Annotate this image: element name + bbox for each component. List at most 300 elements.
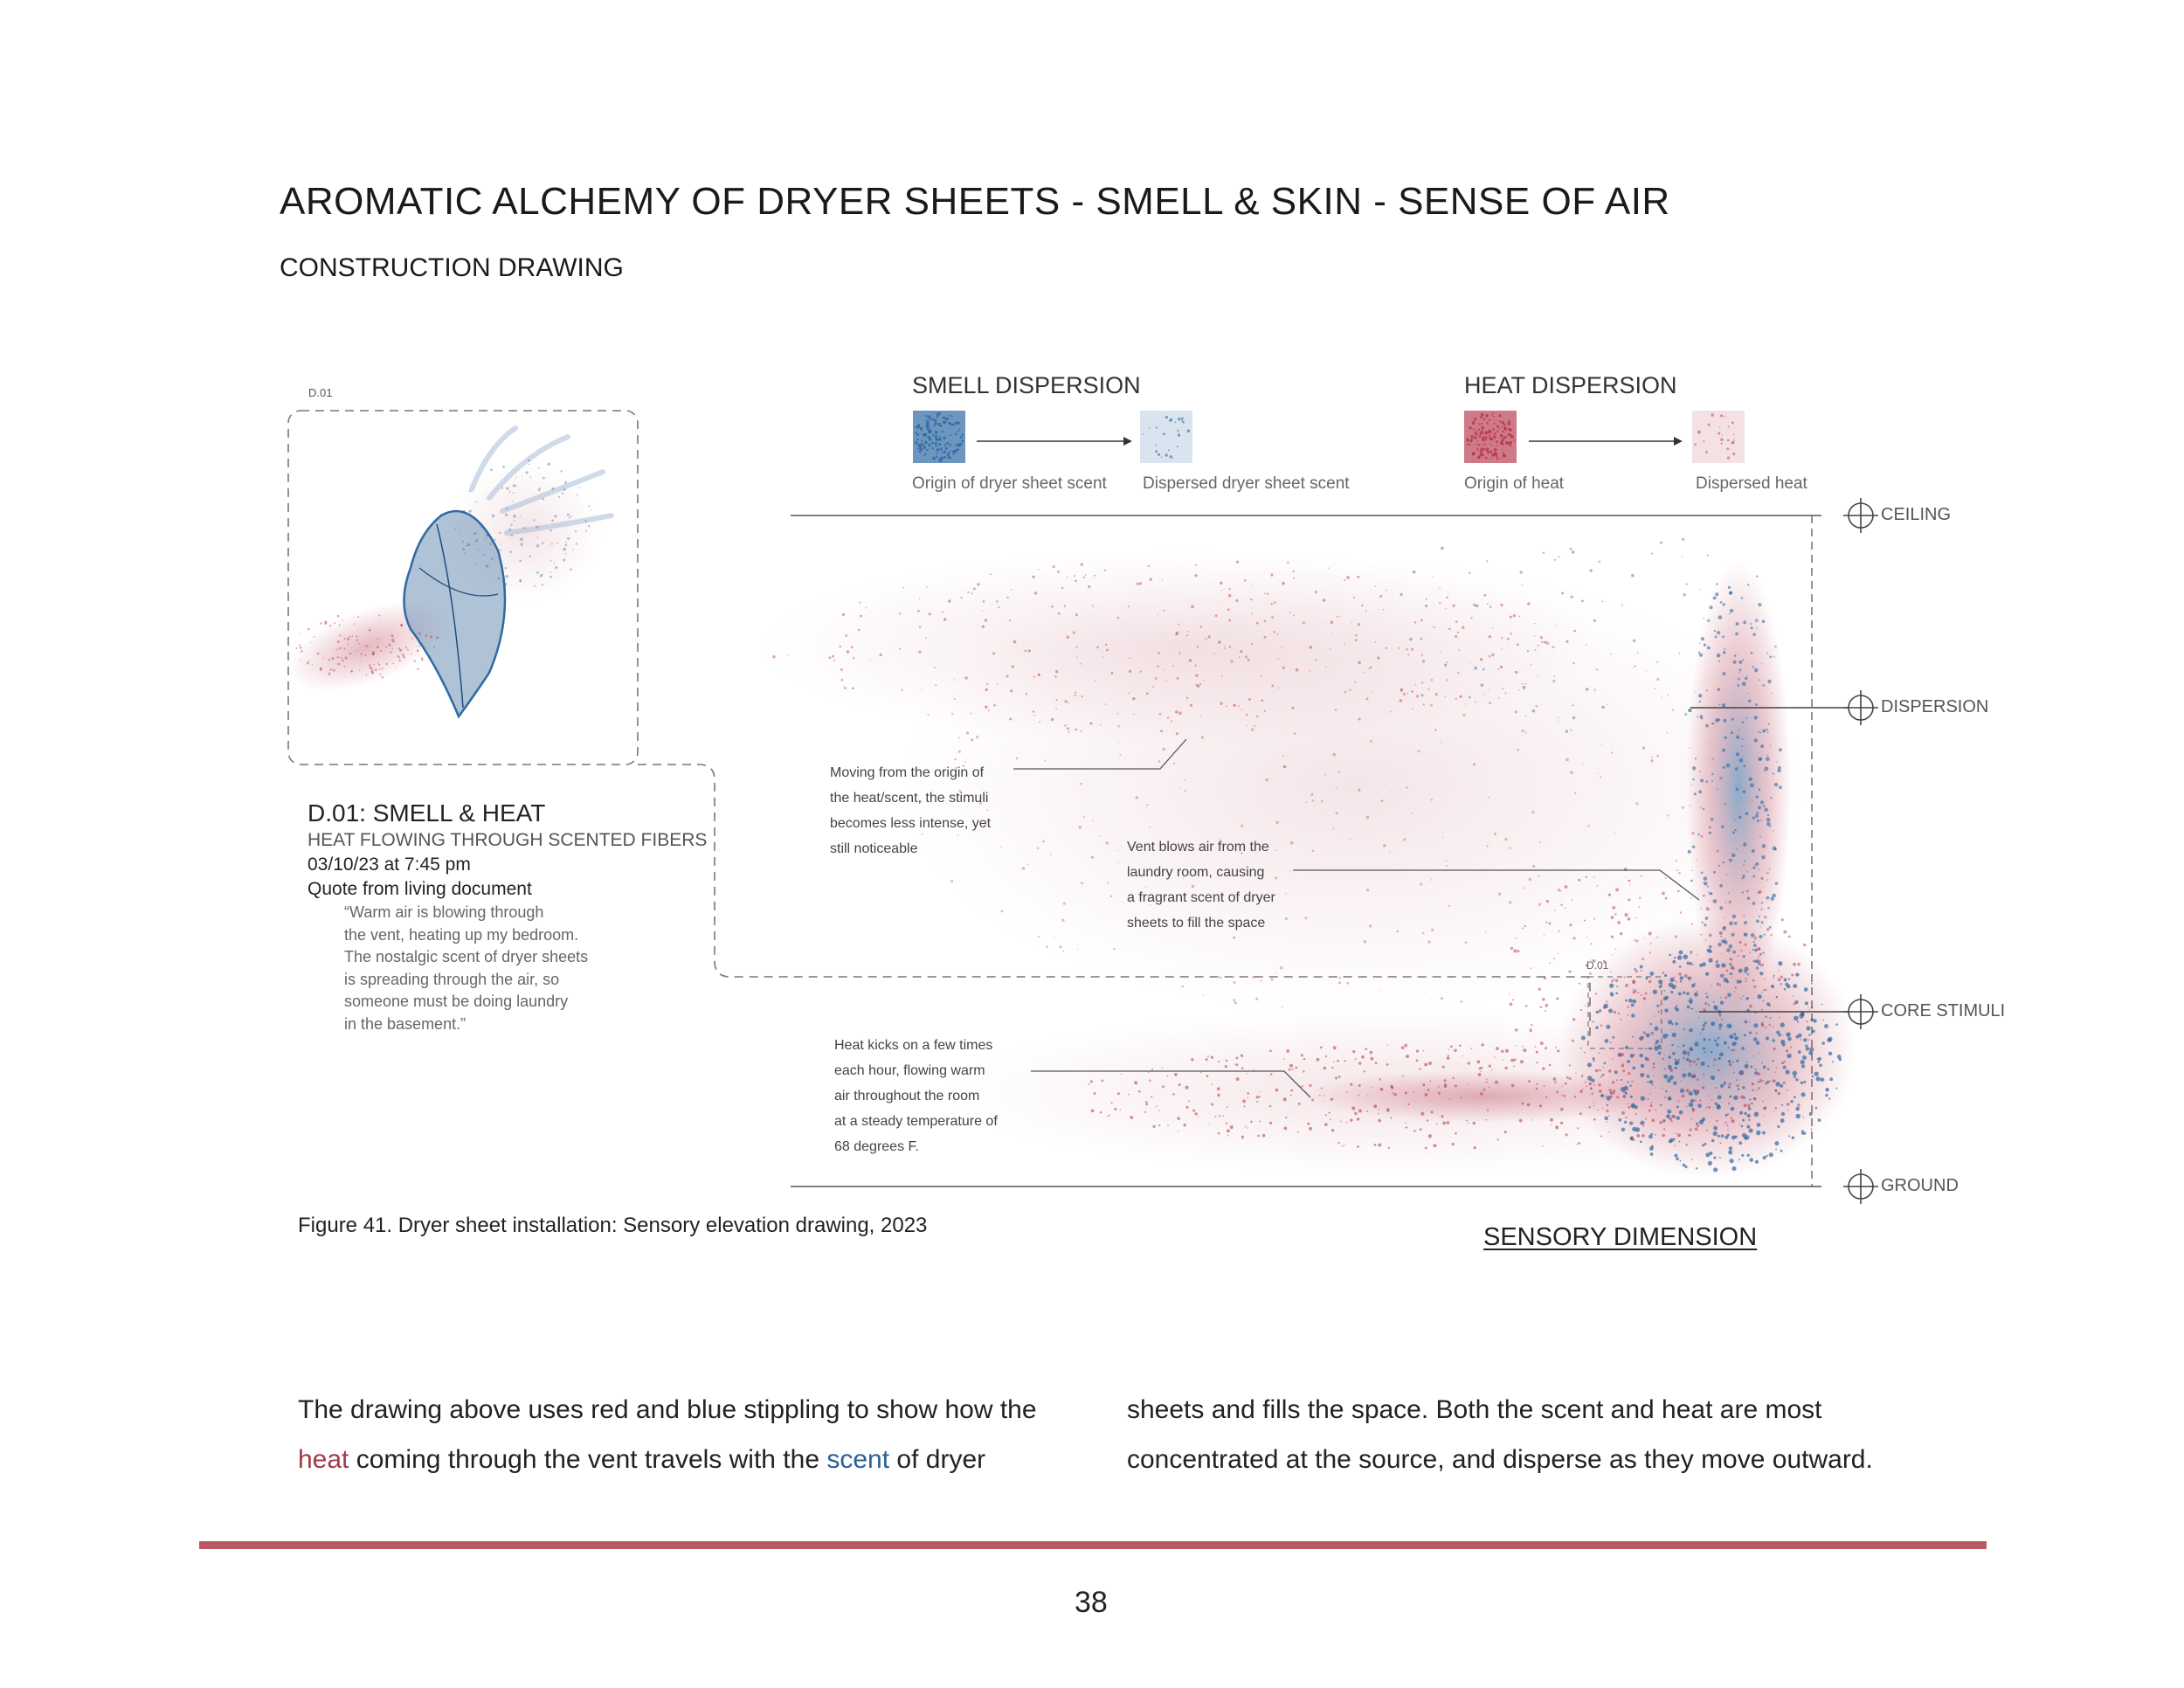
stipple-dot [1664, 1069, 1666, 1070]
stipple-dot [1705, 724, 1709, 728]
stipple-dot [1679, 1110, 1683, 1115]
stipple-dot [1773, 830, 1774, 831]
stipple-dot [1100, 1111, 1102, 1114]
stipple-dot [1546, 900, 1549, 903]
stipple-dot [1469, 696, 1471, 699]
stipple-dot [1094, 1092, 1096, 1095]
stipple-dot [1739, 1111, 1743, 1115]
stipple-dot [1234, 1001, 1237, 1004]
stipple-dot [1761, 992, 1762, 993]
stipple-dot [1755, 619, 1759, 622]
stipple-dot [1642, 747, 1645, 750]
stipple-dot [1775, 1149, 1777, 1151]
stipple-dot [1663, 1075, 1668, 1079]
stipple-dot [1524, 925, 1526, 927]
stipple-dot [542, 584, 543, 585]
stipple-dot [1773, 977, 1774, 979]
stipple-dot [1391, 1086, 1393, 1089]
stipple-dot [1532, 865, 1535, 868]
stipple-dot [992, 652, 995, 654]
stipple-dot [548, 462, 551, 466]
stipple-dot [1290, 1095, 1292, 1097]
stipple-dot [1589, 1083, 1593, 1086]
stipple-dot [1347, 982, 1350, 985]
stipple-dot [1599, 1069, 1601, 1072]
stipple-dot [1729, 1083, 1731, 1085]
stipple-dot [1483, 1089, 1486, 1091]
body-column-2 [1127, 1385, 1873, 1484]
stipple-dot [1697, 1058, 1699, 1061]
stipple-dot [1564, 1095, 1566, 1097]
stipple-dot [1628, 999, 1633, 1003]
stipple-dot [1704, 1002, 1707, 1005]
stipple-dot [1818, 1118, 1821, 1122]
stipple-dot [1416, 695, 1419, 697]
stipple-dot [1797, 1020, 1799, 1022]
stipple-dot [1262, 1134, 1266, 1138]
stipple-dot [365, 645, 367, 647]
figure-caption: Figure 41. Dryer sheet installation: Sensory elevation drawing, 2023 [298, 1214, 928, 1237]
stipple-dot [1809, 1009, 1810, 1010]
stipple-dot [1729, 591, 1732, 594]
stipple-dot [1738, 1141, 1742, 1145]
stipple-dot [1760, 744, 1764, 748]
stipple-dot [1674, 957, 1676, 958]
stipple-dot [1742, 681, 1746, 686]
stipple-dot [1723, 719, 1726, 723]
stipple-dot [1832, 1061, 1834, 1062]
stipple-dot [1565, 730, 1568, 732]
stipple-dot [1093, 606, 1094, 607]
stipple-dot [899, 612, 901, 614]
stipple-dot [1338, 977, 1341, 979]
stipple-dot [1677, 890, 1680, 893]
stipple-dot [1555, 1047, 1557, 1048]
stipple-dot [1158, 1124, 1160, 1126]
stipple-dot [1752, 633, 1756, 637]
stipple-dot [1553, 1077, 1557, 1081]
stipple-dot [1281, 646, 1282, 647]
stipple-dot [1749, 1158, 1753, 1162]
stipple-dot [1660, 1004, 1662, 1006]
stipple-dot [1274, 601, 1275, 603]
stipple-dot [1744, 970, 1746, 972]
stipple-dot [1540, 1041, 1544, 1045]
stipple-dot [1753, 1055, 1754, 1056]
stipple-dot [1770, 745, 1771, 746]
stipple-dot [1578, 1142, 1580, 1145]
stipple-dot [1761, 909, 1763, 910]
stipple-dot [1713, 1167, 1717, 1172]
stipple-dot [1178, 652, 1181, 654]
stipple-dot [1364, 940, 1366, 943]
stipple-dot [1075, 613, 1078, 616]
stipple-dot [976, 736, 978, 738]
stipple-dot [1806, 1026, 1810, 1030]
stipple-dot [1691, 1076, 1694, 1078]
stipple-dot [1717, 1135, 1720, 1138]
stipple-dot [1531, 811, 1534, 813]
stipple-dot [1611, 751, 1613, 753]
stipple-dot [310, 642, 311, 643]
stipple-dot [1110, 895, 1113, 897]
stipple-dot [1788, 935, 1791, 937]
stipple-dot [1569, 924, 1572, 926]
stipple-dot [1695, 758, 1697, 759]
stipple-dot [1096, 647, 1099, 649]
stipple-dot [1778, 978, 1781, 981]
stipple-dot [1690, 1094, 1692, 1096]
stipple-dot [1335, 1077, 1337, 1080]
stipple-dot [407, 649, 409, 651]
stipple-dot [1615, 992, 1618, 994]
stipple-dot [1337, 616, 1338, 618]
stipple-dot [337, 615, 340, 618]
stipple-dot [1718, 661, 1720, 662]
stipple-dot [1795, 1078, 1798, 1081]
stipple-dot [1755, 1069, 1757, 1070]
stipple-dot [1449, 1098, 1450, 1099]
stipple-dot [1696, 1167, 1697, 1169]
stipple-dot [1628, 1106, 1631, 1109]
stipple-dot [1531, 1024, 1532, 1026]
stipple-dot [1094, 575, 1095, 577]
stipple-dot [505, 514, 508, 516]
stipple-dot [1729, 859, 1732, 862]
stipple-dot [1420, 619, 1423, 622]
stipple-dot [295, 647, 297, 649]
stipple-dot [1691, 784, 1693, 785]
stipple-dot [971, 592, 973, 594]
stipple-dot [1691, 832, 1694, 834]
stipple-dot [1731, 1119, 1735, 1123]
stipple-dot [1700, 934, 1702, 936]
stipple-dot [536, 544, 539, 547]
stipple-dot [1648, 1110, 1651, 1112]
stipple-dot [1709, 950, 1712, 953]
stipple-dot [1233, 937, 1235, 939]
stipple-dot [1697, 1124, 1699, 1127]
stipple-dot [1338, 771, 1340, 773]
stipple-dot [1711, 1021, 1715, 1026]
stipple-dot [1366, 889, 1369, 891]
stipple-dot [1741, 878, 1743, 880]
stipple-dot [515, 477, 516, 478]
stipple-dot [1731, 731, 1733, 734]
stipple-dot [1420, 883, 1422, 886]
stipple-dot [1631, 1055, 1633, 1056]
stipple-dot [788, 654, 789, 655]
stipple-dot [1062, 951, 1064, 952]
page-number: 38 [1075, 1586, 1108, 1619]
stipple-dot [943, 618, 946, 620]
stipple-dot [1224, 647, 1226, 649]
detail-subheading: HEAT FLOWING THROUGH SCENTED FIBERS [308, 830, 708, 850]
stipple-dot [529, 556, 530, 557]
stipple-dot [1692, 766, 1696, 770]
stipple-dot [1689, 1028, 1692, 1032]
stipple-dot [1760, 926, 1761, 927]
stipple-dot [1809, 1112, 1813, 1116]
stipple-dot [1631, 574, 1635, 578]
stipple-dot [1707, 619, 1711, 623]
stipple-dot [1627, 1060, 1630, 1063]
stipple-dot [853, 657, 854, 659]
stipple-dot [1612, 906, 1615, 910]
stipple-dot [1061, 919, 1064, 922]
stipple-dot [967, 591, 969, 593]
stipple-dot [1738, 1159, 1740, 1160]
stipple-dot [1370, 1051, 1373, 1055]
stipple-dot [1067, 636, 1069, 639]
stipple-dot [1455, 1084, 1457, 1087]
stipple-dot [1766, 928, 1769, 930]
stipple-dot [1717, 1037, 1719, 1039]
stipple-dot [1083, 577, 1085, 578]
stipple-dot [1753, 986, 1756, 988]
stipple-dot [1727, 1047, 1729, 1048]
stipple-dot [1745, 1020, 1748, 1024]
stipple-dot [1448, 905, 1450, 907]
stipple-dot [1718, 865, 1720, 867]
stipple-dot [1721, 1134, 1724, 1138]
stipple-dot [1769, 926, 1772, 929]
stipple-dot [1220, 702, 1222, 705]
stipple-dot [1319, 1095, 1321, 1097]
stipple-dot [1651, 757, 1653, 758]
stipple-dot [1525, 1005, 1528, 1007]
stipple-dot [1640, 965, 1643, 969]
stipple-dot [1602, 1067, 1603, 1068]
stipple-dot [1261, 676, 1262, 678]
level-dispersion: DISPERSION [1881, 697, 1989, 716]
stipple-dot [1162, 1068, 1163, 1069]
stipple-dot [1628, 880, 1631, 882]
stipple-dot [312, 664, 313, 665]
stipple-dot [1545, 1047, 1547, 1049]
stipple-dot [1731, 854, 1736, 858]
stipple-dot [307, 662, 309, 665]
stipple-dot [1626, 877, 1627, 878]
stipple-dot [1195, 564, 1197, 566]
stipple-dot [833, 660, 835, 661]
stipple-dot [1613, 1090, 1615, 1092]
stipple-dot [1708, 1161, 1712, 1166]
stipple-dot [1690, 1099, 1694, 1103]
stipple-dot [844, 687, 847, 689]
stipple-dot [858, 629, 860, 632]
stipple-dot [1587, 1062, 1592, 1067]
stipple-dot [1793, 984, 1797, 988]
stipple-dot [1481, 1043, 1483, 1046]
stipple-dot [1822, 1020, 1824, 1021]
stipple-dot [1746, 1125, 1750, 1129]
stipple-dot [1773, 975, 1775, 977]
stipple-dot [1721, 953, 1722, 954]
stipple-dot [1393, 1092, 1394, 1094]
stipple-dot [1811, 983, 1813, 985]
stipple-dot [1684, 1166, 1687, 1168]
stipple-dot [1734, 829, 1736, 831]
stipple-dot [1434, 626, 1435, 628]
stipple-dot [1695, 692, 1696, 693]
stipple-dot [324, 622, 327, 625]
stipple-dot [1633, 988, 1635, 990]
stipple-dot [1446, 865, 1448, 867]
stipple-dot [1480, 658, 1482, 661]
stipple-dot [1742, 1119, 1745, 1122]
stipple-dot [1817, 1061, 1820, 1063]
stipple-dot [985, 619, 987, 621]
stipple-dot [1544, 1085, 1545, 1087]
stipple-dot [1582, 1089, 1584, 1090]
stipple-dot [521, 543, 523, 546]
stipple-dot [1455, 620, 1458, 623]
stipple-dot [1736, 622, 1739, 626]
quote-line: The nostalgic scent of dryer sheets [344, 948, 589, 965]
stipple-dot [1227, 1129, 1230, 1132]
stipple-dot [1690, 1007, 1692, 1009]
stipple-dot [463, 510, 466, 513]
stipple-dot [1621, 1079, 1622, 1081]
stipple-dot [1386, 647, 1387, 649]
stipple-dot [1217, 1094, 1220, 1097]
stipple-dot [1761, 877, 1764, 880]
stipple-dot [1598, 1083, 1601, 1087]
stipple-dot [1741, 1125, 1744, 1128]
stipple-dot [1713, 871, 1716, 874]
stipple-dot [1481, 1067, 1483, 1069]
stipple-dot [1324, 1095, 1325, 1097]
stipple-dot [1111, 672, 1114, 675]
stipple-dot [1421, 1112, 1425, 1116]
stipple-dot [1731, 1107, 1735, 1111]
stipple-dot [1828, 1052, 1832, 1055]
stipple-dot [1519, 689, 1520, 690]
stipple-dot [1641, 875, 1642, 877]
stipple-dot [1386, 1044, 1387, 1045]
stipple-dot [576, 543, 577, 544]
stipple-dot [1632, 1067, 1635, 1070]
stipple-dot [1813, 1019, 1816, 1022]
stipple-dot [1724, 1122, 1726, 1124]
stipple-dot [1711, 723, 1713, 724]
stipple-dot [1762, 1156, 1766, 1159]
stipple-dot [1745, 944, 1747, 946]
stipple-dot [1611, 936, 1614, 938]
stipple-dot [1719, 1157, 1721, 1159]
stipple-dot [1285, 917, 1288, 920]
stipple-dot [1370, 667, 1372, 668]
stipple-dot [1330, 1098, 1333, 1101]
stipple-dot [1736, 979, 1740, 984]
stipple-dot [477, 521, 479, 522]
stipple-dot [485, 539, 486, 540]
stipple-dot [1734, 654, 1737, 657]
stipple-dot [1668, 1055, 1670, 1058]
stipple-dot [351, 671, 352, 672]
stipple-dot [1489, 702, 1491, 704]
stipple-dot [1427, 940, 1430, 943]
stipple-dot [1721, 1019, 1723, 1020]
stipple-dot [1092, 820, 1093, 821]
stipple-dot [1593, 1059, 1595, 1062]
stipple-dot [1145, 1101, 1147, 1103]
stipple-dot [1754, 738, 1758, 742]
stipple-dot [1787, 1054, 1791, 1058]
stipple-dot [1248, 659, 1250, 661]
stipple-dot [1527, 602, 1531, 605]
stipple-dot [1321, 800, 1324, 803]
stipple-dot [1756, 575, 1759, 578]
stipple-dot [1749, 1129, 1753, 1133]
stipple-dot [1447, 661, 1448, 663]
stipple-dot [1745, 997, 1748, 1000]
stipple-dot [1640, 1073, 1644, 1077]
stipple-dot [1808, 1034, 1810, 1035]
stipple-dot [300, 660, 301, 661]
stipple-dot [1616, 1079, 1618, 1081]
stipple-dot [402, 654, 404, 656]
stipple-dot [1342, 1145, 1344, 1146]
stipple-dot [1689, 1091, 1693, 1096]
body-column-1 [298, 1385, 1037, 1484]
stipple-dot [1780, 983, 1782, 985]
stipple-dot [1301, 1085, 1303, 1087]
stipple-dot [1321, 1088, 1323, 1090]
stipple-dot [1350, 1083, 1352, 1086]
stipple-dot [509, 551, 512, 554]
stipple-dot [1572, 704, 1574, 706]
stipple-dot [1515, 937, 1517, 939]
stipple-dot [1089, 1083, 1090, 1085]
stipple-dot [1691, 870, 1692, 871]
stipple-dot [1629, 884, 1631, 886]
stipple-dot [1752, 902, 1756, 905]
stipple-dot [1682, 538, 1684, 541]
stipple-dot [1211, 1103, 1213, 1106]
stipple-dot [1728, 1060, 1731, 1062]
stipple-dot [1655, 1042, 1657, 1045]
stipple-dot [1676, 869, 1678, 871]
stipple-dot [1757, 1123, 1761, 1127]
stipple-dot [1442, 1066, 1445, 1069]
stipple-dot [1346, 576, 1350, 579]
stipple-dot [1771, 934, 1773, 936]
stipple-dot [1690, 1048, 1693, 1051]
stipple-dot [1444, 664, 1447, 667]
stipple-dot [1744, 1034, 1746, 1037]
stipple-dot [1593, 688, 1595, 690]
stipple-dot [1608, 1009, 1613, 1013]
stipple-dot [1591, 1079, 1594, 1083]
stipple-dot [377, 646, 379, 648]
stipple-dot [1708, 891, 1710, 893]
stipple-dot [372, 651, 374, 653]
stipple-dot [510, 523, 512, 525]
stipple-dot [1562, 1086, 1563, 1087]
annotation-line: at a steady temperature of [834, 1114, 998, 1129]
stipple-dot [365, 654, 367, 656]
stipple-dot [1218, 640, 1221, 644]
stipple-dot [1183, 1124, 1185, 1126]
stipple-dot [1517, 643, 1519, 646]
stipple-dot [1529, 878, 1531, 881]
stipple-dot [986, 683, 988, 685]
stipple-dot [1438, 1086, 1440, 1088]
stipple-dot [338, 648, 340, 650]
stipple-dot [1760, 800, 1764, 804]
